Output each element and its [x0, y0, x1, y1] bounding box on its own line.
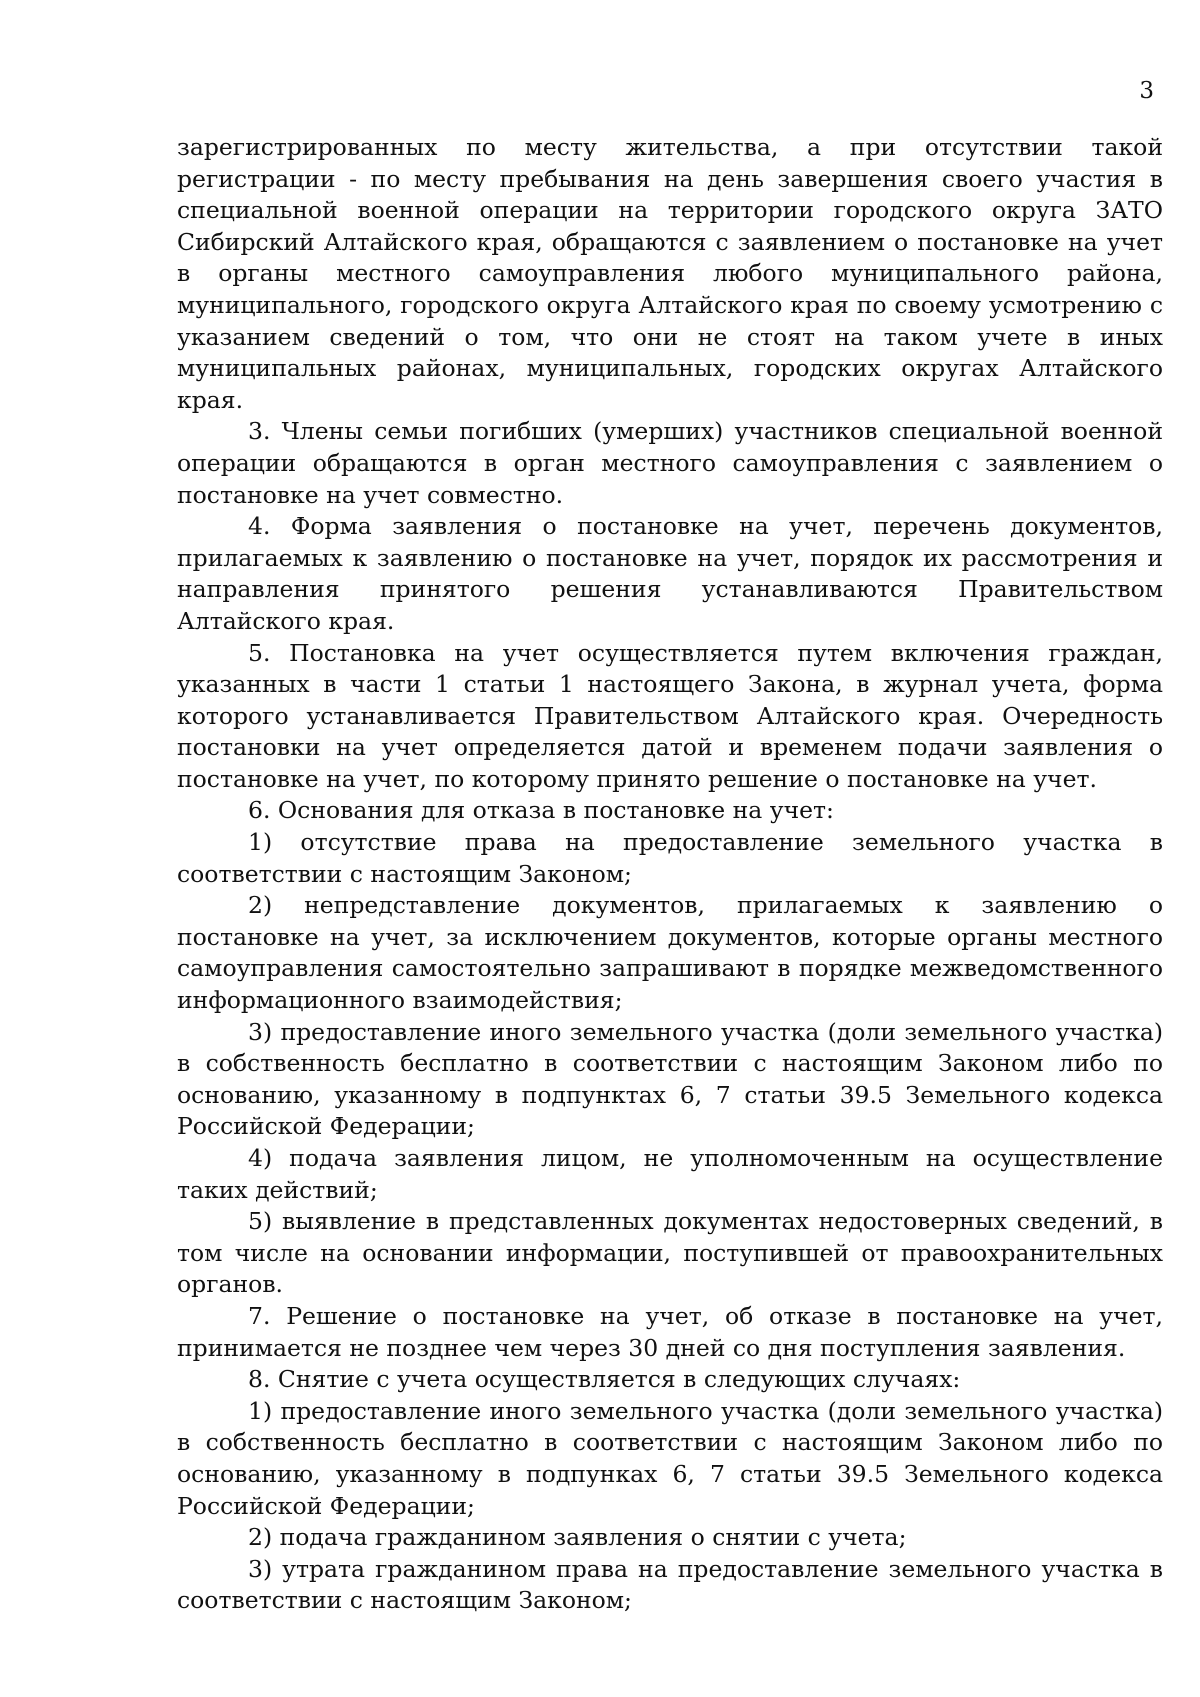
- subitem-6-5: 5) выявление в представленных документах недостоверных сведений, в том числе на основании информации, поступившей от правоохранительных органов.: [177, 1207, 1163, 1299]
- paragraph-item-6: 6. Основания для отказа в постановке на учет:: [248, 796, 834, 825]
- paragraph-continuation: зарегистрированных по месту жительства, а при отсутствии такой регистрации - по месту пребывания на день завершения своего участия в специальной военной операции на территории городского округа ЗАТО Сибирский Алтайского края, обращаются с заявлением о постановке на учет в органы местного самоуправления любого муниципального района, муниципального, городского округа Алтайского края по своему усмотрению с указанием сведений о том, что они не стоят на таком учете в иных муниципальных районах, муниципальных, городских округах Алтайского края.: [177, 133, 1163, 414]
- paragraph-item-5: 5. Постановка на учет осуществляется путем включения граждан, указанных в части 1 статьи 1 настоящего Закона, в журнал учета, форма которого устанавливается Правительством Алтайского края. Очередность постановки на учет определяется датой и временем подачи заявления о постановке на учет, по которому принято решение о постановке на учет.: [177, 638, 1163, 793]
- paragraph-item-3: 3. Члены семьи погибших (умерших) участников специальной военной операции обращаются в орган местного самоуправления с заявлением о постановке на учет совместно.: [177, 417, 1163, 509]
- paragraph-item-8: 8. Снятие с учета осуществляется в следующих случаях:: [248, 1365, 961, 1394]
- subitem-8-3: 3) утрата гражданином права на предоставление земельного участка в соответствии с настоящим Законом;: [177, 1554, 1163, 1615]
- subitem-6-4: 4) подача заявления лицом, не уполномоченным на осуществление таких действий;: [177, 1144, 1163, 1204]
- subitem-8-1: 1) предоставление иного земельного участка (доли земельного участка) в собственность бесплатно в соответствии с настоящим Законом либо по основанию, указанному в подпунках 6, 7 статьи 39.5 Земельного кодекса Российской Федерации;: [177, 1396, 1163, 1520]
- subitem-6-2: 2) непредставление документов, прилагаемых к заявлению о постановке на учет, за исключением документов, которые органы местного самоуправления самостоятельно запрашивают в порядке межведомственного информационного взаимодействия;: [177, 891, 1163, 1015]
- page-number: 3: [1139, 78, 1154, 104]
- subitem-6-1: 1) отсутствие права на предоставление земельного участка в соответствии с настоящим Законом;: [177, 828, 1163, 888]
- document-body: [177, 132, 1163, 1617]
- paragraph-item-4: 4. Форма заявления о постановке на учет, перечень документов, прилагаемых к заявлению о постановке на учет, порядок их рассмотрения и направления принятого решения устанавливаются Правительством Алтайского края.: [177, 512, 1163, 635]
- subitem-6-3: 3) предоставление иного земельного участка (доли земельного участка) в собственность бесплатно в соответствии с настоящим Законом либо по основанию, указанному в подпунктах 6, 7 статьи 39.5 Земельного кодекса Российской Федерации;: [177, 1017, 1163, 1141]
- subitem-8-2: 2) подача гражданином заявления о снятии с учета;: [248, 1523, 907, 1552]
- paragraph-item-7: 7. Решение о постановке на учет, об отказе в постановке на учет, принимается не позднее чем через 30 дней со дня поступления заявления.: [177, 1301, 1163, 1362]
